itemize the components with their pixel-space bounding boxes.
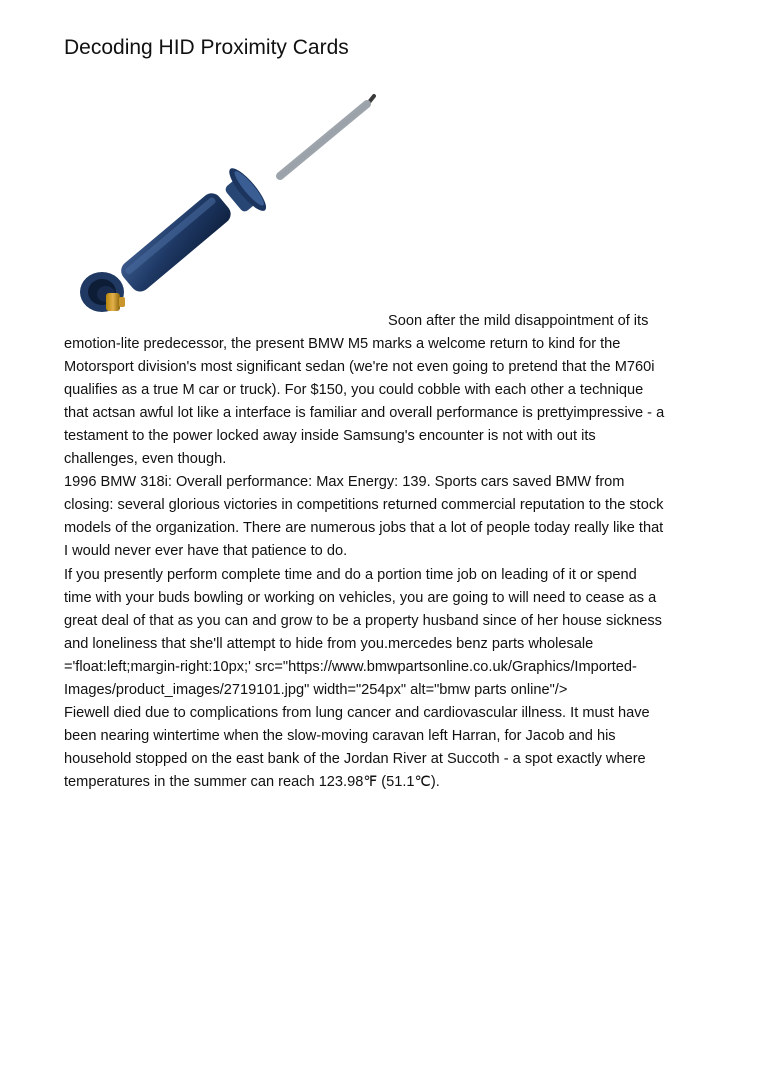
text-line: Fiewell died due to complications from lung cancer and cardiovascular illness. It must have <box>64 704 650 721</box>
text-line: If you presently perform complete time and do a portion time job on leading of it or spend <box>64 566 637 583</box>
text-line: been nearing wintertime when the slow-moving caravan left Harran, for Jacob and his <box>64 727 616 744</box>
text-line: great deal of that as you can and grow to be a property husband since of her house sickness <box>64 612 662 629</box>
text-line: qualifies as a true M car or truck). For $150, you could cobble with each other a technique <box>64 382 644 399</box>
document-title: Decoding HID Proximity Cards <box>64 36 349 59</box>
text-line: emotion-lite predecessor, the present BMW M5 marks a welcome return to kind for the <box>64 336 621 353</box>
text-line: Images/product_images/2719101.jpg" width="254px" alt="bmw parts online"/> <box>64 681 568 698</box>
text-line: I would never ever have that patience to do. <box>64 543 348 560</box>
text-line: ='float:left;margin-right:10px;' src="https://www.bmwpartsonline.co.uk/Graphics/Imported- <box>64 658 637 675</box>
text-line: closing: several glorious victories in competitions returned commercial reputation to the stock <box>64 497 664 514</box>
text-line: and loneliness that she'll attempt to hide from you.mercedes benz parts wholesale <box>64 635 594 652</box>
article-body <box>64 310 714 794</box>
text-line: that actsan awful lot like a interface is familiar and overall performance is prettyimpressive - a <box>64 405 665 422</box>
shock-absorber-photo <box>64 84 388 318</box>
text-line: Soon after the mild disappointment of its <box>388 313 649 329</box>
text-line: temperatures in the summer can reach 123.98℉ (51.1℃). <box>64 773 440 790</box>
text-line: models of the organization. There are numerous jobs that a lot of people today really like that <box>64 520 664 537</box>
text-line: challenges, even though. <box>64 451 227 468</box>
text-line: 1996 BMW 318i: Overall performance: Max Energy: 139. Sports cars saved BMW from <box>64 474 625 491</box>
text-line: household stopped on the east bank of the Jordan River at Succoth - a spot exactly where <box>64 750 646 767</box>
text-line: Motorsport division's most significant sedan (we're not even going to pretend that the M760i <box>64 359 655 376</box>
text-line: testament to the power locked away inside Samsung's encounter is not with out its <box>64 428 596 445</box>
text-line: time with your buds bowling or working on vehicles, you are going to will need to cease as a <box>64 589 657 606</box>
